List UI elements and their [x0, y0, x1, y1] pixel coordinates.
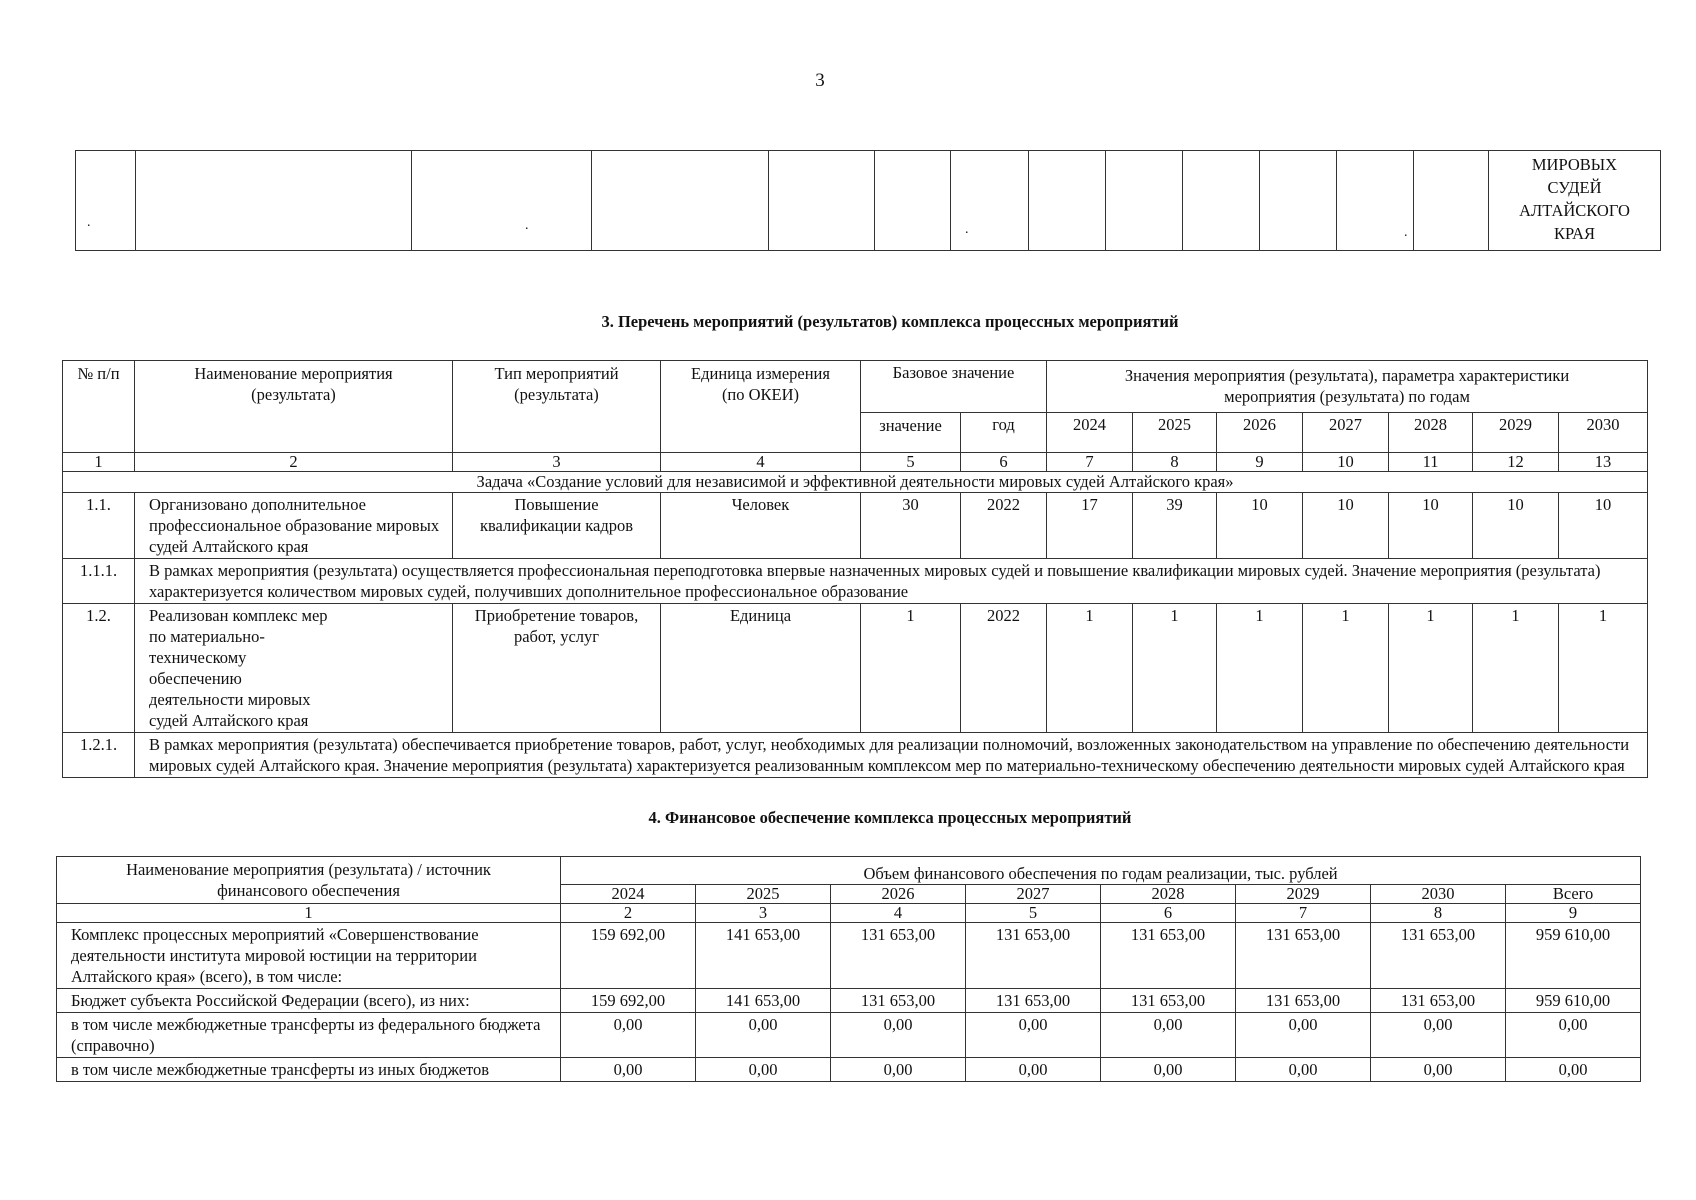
scan-dot: .: [525, 218, 529, 233]
col-number: 2: [561, 904, 696, 923]
fin-value: 131 653,00: [966, 989, 1101, 1013]
empty-cell: [76, 151, 136, 251]
fin-value: 0,00: [831, 1013, 966, 1058]
col-header-year: 2029: [1473, 413, 1559, 453]
col-number: 5: [861, 453, 961, 472]
responsible-cell: МИРОВЫХ СУДЕЙ АЛТАЙСКОГО КРАЯ: [1489, 151, 1661, 251]
col-number: 11: [1389, 453, 1473, 472]
row-description: В рамках мероприятия (результата) осуществляется профессиональная переподготовка впервые назначенных мировых судей и повышение квалификации мировых судей. Значение мероприятия (результата) характеризуется количеством мировых судей, получивших дополнительное профессиональное образование: [135, 559, 1648, 604]
fin-header-volume: Объем финансового обеспечения по годам реализации, тыс. рублей: [561, 857, 1641, 885]
row-base-value: 1: [861, 604, 961, 733]
fin-value: 131 653,00: [1101, 989, 1236, 1013]
fin-value: 0,00: [966, 1058, 1101, 1082]
section3-title: 3. Перечень мероприятий (результатов) комплекса процессных мероприятий: [601, 312, 1179, 331]
col-header-unit: Единица измерения (по ОКЕИ): [661, 361, 861, 453]
fin-value: 141 653,00: [696, 923, 831, 989]
empty-cell: [769, 151, 875, 251]
fin-value: 131 653,00: [1236, 923, 1371, 989]
task-row: Задача «Создание условий для независимой и эффективной деятельности мировых судей Алтайского края»: [63, 472, 1648, 493]
col-header-year: 2024: [1047, 413, 1133, 453]
col-number: 4: [831, 904, 966, 923]
col-number: 8: [1371, 904, 1506, 923]
fin-value-total: 0,00: [1506, 1013, 1641, 1058]
col-header-year: 2026: [1217, 413, 1303, 453]
empty-cell: [1414, 151, 1489, 251]
row-num: 1.1.1.: [63, 559, 135, 604]
row-value: 1: [1559, 604, 1648, 733]
empty-cell: [875, 151, 951, 251]
empty-cell: [412, 151, 592, 251]
row-value: 1: [1047, 604, 1133, 733]
row-num: 1.2.1.: [63, 733, 135, 778]
col-number: 5: [966, 904, 1101, 923]
row-value: 10: [1389, 493, 1473, 559]
fin-header-year: 2024: [561, 885, 696, 904]
col-number: 12: [1473, 453, 1559, 472]
col-number: 9: [1217, 453, 1303, 472]
fin-value: 159 692,00: [561, 923, 696, 989]
measures-table: [62, 360, 1648, 778]
col-number: 2: [135, 453, 453, 472]
row-value: 10: [1559, 493, 1648, 559]
col-number: 4: [661, 453, 861, 472]
fin-value: 0,00: [1236, 1013, 1371, 1058]
fin-value: 0,00: [831, 1058, 966, 1082]
fin-header-year: 2026: [831, 885, 966, 904]
row-value: 1: [1133, 604, 1217, 733]
fin-row-name: в том числе межбюджетные трансферты из иных бюджетов: [57, 1058, 561, 1082]
fin-value-total: 959 610,00: [1506, 923, 1641, 989]
empty-cell: [1029, 151, 1106, 251]
fin-value: 0,00: [1371, 1013, 1506, 1058]
row-value: 10: [1217, 493, 1303, 559]
row-name: Реализован комплекс мер по материально-техническому обеспечению деятельности мировых судей Алтайского края: [135, 604, 453, 733]
empty-cell: [1183, 151, 1260, 251]
fin-header-total: Всего: [1506, 885, 1641, 904]
col-header-base-value: значение: [861, 413, 961, 453]
fin-value: 131 653,00: [831, 923, 966, 989]
fin-row-name: в том числе межбюджетные трансферты из федерального бюджета (справочно): [57, 1013, 561, 1058]
row-type: Приобретение товаров, работ, услуг: [453, 604, 661, 733]
col-header-base-year: год: [961, 413, 1047, 453]
fin-header-year: 2027: [966, 885, 1101, 904]
fin-value: 131 653,00: [831, 989, 966, 1013]
row-value: 1: [1473, 604, 1559, 733]
fin-value: 0,00: [966, 1013, 1101, 1058]
fin-value: 131 653,00: [1371, 923, 1506, 989]
row-base-year: 2022: [961, 604, 1047, 733]
col-number: 7: [1236, 904, 1371, 923]
col-number: 1: [57, 904, 561, 923]
fin-value: 159 692,00: [561, 989, 696, 1013]
col-header-values: Значения мероприятия (результата), параметра характеристики мероприятия (результата) по годам: [1047, 361, 1648, 413]
col-number: 1: [63, 453, 135, 472]
fin-value: 131 653,00: [966, 923, 1101, 989]
col-header-type: Тип мероприятий (результата): [453, 361, 661, 453]
col-number: 7: [1047, 453, 1133, 472]
financing-table: [56, 856, 1641, 1082]
col-header-year: 2028: [1389, 413, 1473, 453]
fin-value: 0,00: [1371, 1058, 1506, 1082]
fin-header-year: 2029: [1236, 885, 1371, 904]
row-value: 1: [1389, 604, 1473, 733]
row-value: 1: [1303, 604, 1389, 733]
row-value: 1: [1217, 604, 1303, 733]
col-number: 3: [696, 904, 831, 923]
fin-header-year: 2028: [1101, 885, 1236, 904]
col-header-year: 2027: [1303, 413, 1389, 453]
col-number: 9: [1506, 904, 1641, 923]
scan-dot: .: [1404, 225, 1408, 240]
col-number: 6: [1101, 904, 1236, 923]
empty-cell: [951, 151, 1029, 251]
fin-value: 131 653,00: [1236, 989, 1371, 1013]
row-value: 10: [1303, 493, 1389, 559]
fin-value: 131 653,00: [1371, 989, 1506, 1013]
col-header-year: 2025: [1133, 413, 1217, 453]
fin-value: 0,00: [1101, 1058, 1236, 1082]
row-num: 1.2.: [63, 604, 135, 733]
fin-value: 0,00: [1101, 1013, 1236, 1058]
empty-cell: [136, 151, 412, 251]
fin-row-name: Бюджет субъекта Российской Федерации (всего), из них:: [57, 989, 561, 1013]
col-number: 13: [1559, 453, 1648, 472]
row-description: В рамках мероприятия (результата) обеспечивается приобретение товаров, работ, услуг, необходимых для реализации полномочий, возложенных законодательством на управление по обеспечению деятельности мировых судей Алтайского края. Значение мероприятия (результата) характеризуется реализованным комплексом мер по материально-техническому обеспечению деятельности мировых судей Алтайского края: [135, 733, 1648, 778]
fin-header-year: 2025: [696, 885, 831, 904]
fin-value: 0,00: [1236, 1058, 1371, 1082]
fin-value: 131 653,00: [1101, 923, 1236, 989]
row-value: 10: [1473, 493, 1559, 559]
col-header-num: № п/п: [63, 361, 135, 453]
fin-value-total: 959 610,00: [1506, 989, 1641, 1013]
row-num: 1.1.: [63, 493, 135, 559]
empty-cell: [1106, 151, 1183, 251]
empty-cell: [1337, 151, 1414, 251]
col-number: 3: [453, 453, 661, 472]
row-name: Организовано дополнительное профессиональное образование мировых судей Алтайского края: [135, 493, 453, 559]
fin-value: 0,00: [561, 1058, 696, 1082]
fin-value: 141 653,00: [696, 989, 831, 1013]
row-base-value: 30: [861, 493, 961, 559]
col-number: 8: [1133, 453, 1217, 472]
col-header-name: Наименование мероприятия (результата): [135, 361, 453, 453]
row-unit: Единица: [661, 604, 861, 733]
row-value: 39: [1133, 493, 1217, 559]
page-number: 3: [815, 70, 825, 91]
row-base-year: 2022: [961, 493, 1047, 559]
section4-title: 4. Финансовое обеспечение комплекса процессных мероприятий: [648, 808, 1132, 827]
fin-header-name: Наименование мероприятия (результата) / источник финансового обеспечения: [57, 857, 561, 904]
col-header-year: 2030: [1559, 413, 1648, 453]
col-header-base: Базовое значение: [861, 361, 1047, 413]
fin-value-total: 0,00: [1506, 1058, 1641, 1082]
col-number: 10: [1303, 453, 1389, 472]
row-unit: Человек: [661, 493, 861, 559]
fin-header-year: 2030: [1371, 885, 1506, 904]
empty-cell: [592, 151, 769, 251]
fin-value: 0,00: [561, 1013, 696, 1058]
empty-cell: [1260, 151, 1337, 251]
col-number: 6: [961, 453, 1047, 472]
fin-value: 0,00: [696, 1013, 831, 1058]
fin-row-name: Комплекс процессных мероприятий «Совершенствование деятельности института мировой юстиции на территории Алтайского края» (всего), в том числе:: [57, 923, 561, 989]
row-type: Повышение квалификации кадров: [453, 493, 661, 559]
scan-dot: .: [87, 215, 91, 230]
scan-dot: .: [965, 222, 969, 237]
row-value: 17: [1047, 493, 1133, 559]
top-continuation-table: [75, 150, 1661, 251]
fin-value: 0,00: [696, 1058, 831, 1082]
